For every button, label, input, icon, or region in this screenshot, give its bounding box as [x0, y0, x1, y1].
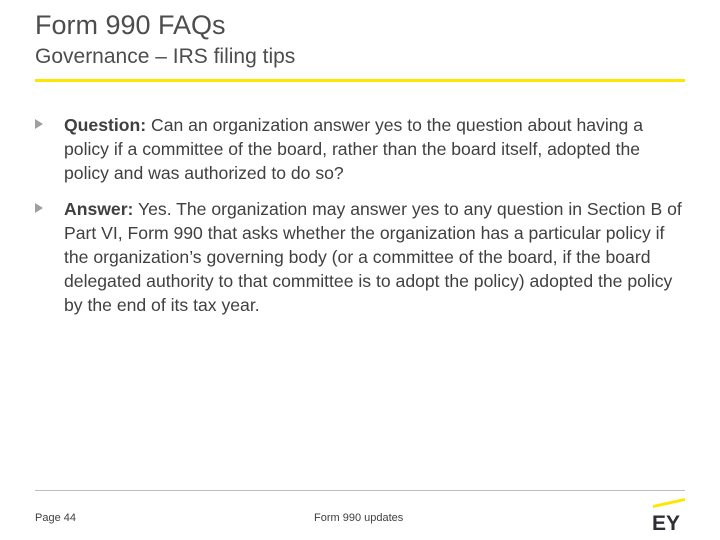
page-title: Form 990 FAQs [35, 10, 226, 40]
answer-bullet [35, 197, 685, 317]
answer-text: Yes. The organization may answer yes to any question in Section B of Part VI, Form 990 that asks whether the organization has a particular policy if the organization’s governing body (or a committee of the board, if the board delegated authority to that committee is to adopt the policy) adopted the policy by the end of its tax year. [64, 199, 682, 315]
answer-label: Answer: [64, 199, 134, 219]
title-accent-rule [35, 79, 685, 82]
logo-text: EY [652, 512, 681, 532]
bullet-list [35, 113, 685, 329]
question-text: Can an organization answer yes to the question about having a policy if a committee of the board, rather than the board itself, adopted the policy and was authorized to do so? [64, 115, 643, 183]
right-triangle-icon [35, 203, 43, 213]
question-bullet [35, 113, 685, 185]
page-number: Page 44 [35, 512, 76, 524]
footer-rule [35, 490, 685, 491]
logo-beam [653, 498, 685, 508]
page-subtitle: Governance – IRS filing tips [35, 45, 296, 68]
ey-logo [650, 496, 688, 532]
footer-title: Form 990 updates [314, 512, 404, 524]
question-label: Question: [64, 115, 147, 135]
right-triangle-icon [35, 119, 43, 129]
